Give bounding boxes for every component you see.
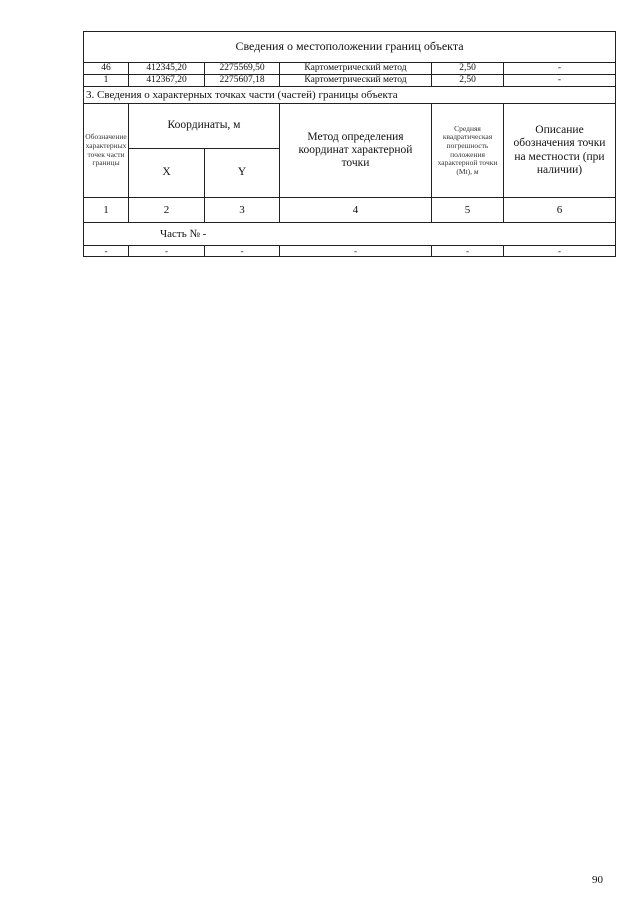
page-number: 90 bbox=[592, 874, 603, 886]
table-cell: 412367,20 bbox=[129, 75, 205, 87]
column-number: 1 bbox=[84, 198, 129, 223]
header-method: Метод определения координат характерной точки bbox=[280, 104, 432, 198]
table-cell: - bbox=[129, 246, 205, 257]
table-title: Сведения о местоположении границ объекта bbox=[84, 32, 616, 63]
header-x: X bbox=[129, 149, 205, 198]
header-point-designation: Обозначение характерных точек части границы bbox=[84, 104, 129, 198]
table-cell: - bbox=[432, 246, 504, 257]
table-cell: - bbox=[280, 246, 432, 257]
table-cell: - bbox=[504, 246, 616, 257]
table-cell: 2275569,50 bbox=[205, 63, 280, 75]
column-number: 5 bbox=[432, 198, 504, 223]
table-cell: 46 bbox=[84, 63, 129, 75]
column-number: 4 bbox=[280, 198, 432, 223]
header-coordinates: Координаты, м bbox=[129, 104, 280, 149]
boundary-table bbox=[83, 31, 616, 257]
column-number: 2 bbox=[129, 198, 205, 223]
table-row bbox=[84, 75, 616, 87]
table-cell: Картометрический метод bbox=[280, 63, 432, 75]
table-cell: Картометрический метод bbox=[280, 75, 432, 87]
header-description: Описание обозначения точки на местности (при наличии) bbox=[504, 104, 616, 198]
table-cell: - bbox=[504, 75, 616, 87]
table-cell: 2,50 bbox=[432, 75, 504, 87]
column-number-row bbox=[84, 198, 616, 223]
column-number: 3 bbox=[205, 198, 280, 223]
table-cell: 2,50 bbox=[432, 63, 504, 75]
part-label: Часть № - bbox=[84, 223, 616, 246]
table-cell: 1 bbox=[84, 75, 129, 87]
column-number: 6 bbox=[504, 198, 616, 223]
table-cell: - bbox=[205, 246, 280, 257]
table-row bbox=[84, 246, 616, 257]
section-title: 3. Сведения о характерных точках части (частей) границы объекта bbox=[84, 87, 616, 104]
table-cell: - bbox=[504, 63, 616, 75]
table-cell: 412345,20 bbox=[129, 63, 205, 75]
table-cell: 2275607,18 bbox=[205, 75, 280, 87]
table-row bbox=[84, 63, 616, 75]
table-cell: - bbox=[84, 246, 129, 257]
header-y: Y bbox=[205, 149, 280, 198]
header-error: Средняя квадратическая погрешность положения характерной точки (Mt), м bbox=[432, 104, 504, 198]
